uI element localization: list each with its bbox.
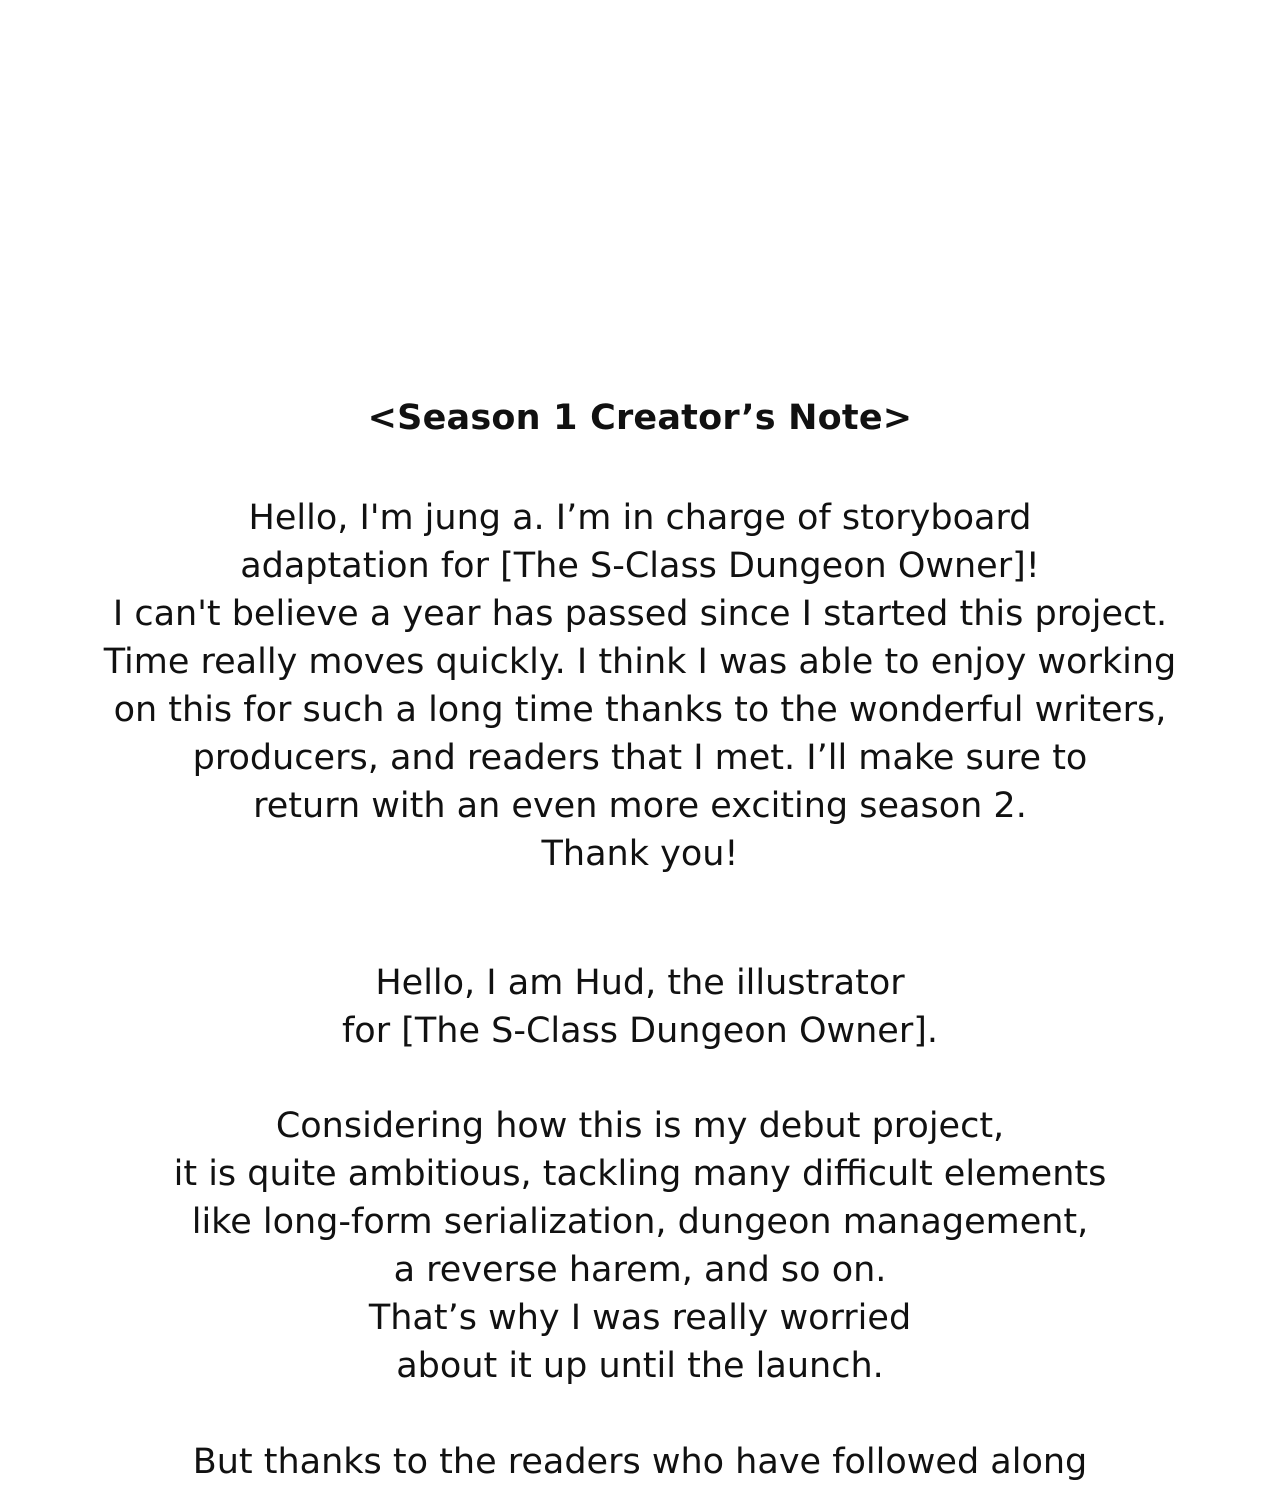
note-line: Hello, I am Hud, the illustrator (375, 963, 905, 1003)
note-line: adaptation for [The S-Class Dungeon Owner]! (240, 546, 1040, 586)
note-line: Time really moves quickly. I think I was able to enjoy working (103, 642, 1177, 682)
note-line: about it up until the launch. (396, 1346, 884, 1386)
note-line: a reverse harem, and so on. (393, 1250, 887, 1290)
illustrator-intro (0, 959, 1280, 1055)
note-line: Hello, I'm jung a. I’m in charge of storyboard (248, 498, 1032, 538)
cut-off-line (0, 1486, 1280, 1500)
note-line: return with an even more exciting season 2. (253, 786, 1027, 826)
note-line: like long-form serialization, dungeon management, (191, 1202, 1089, 1242)
note-line: But thanks to the readers who have followed along (192, 1442, 1088, 1482)
illustrator-note (0, 1102, 1280, 1390)
note-line: producers, and readers that I met. I’ll make sure to (192, 738, 1088, 778)
note-line: Considering how this is my debut project, (275, 1106, 1005, 1146)
storyboard-artist-note (0, 494, 1280, 878)
note-line: I can't believe a year has passed since I started this project. (112, 594, 1168, 634)
note-line: Thank you! (541, 834, 739, 874)
note-line: for [The S-Class Dungeon Owner]. (341, 1011, 939, 1051)
note-line: That’s why I was really worried (368, 1298, 912, 1338)
illustrator-thanks (0, 1438, 1280, 1486)
note-line: it is quite ambitious, tackling many difficult elements (173, 1154, 1107, 1194)
note-title: <Season 1 Creator’s Note> (367, 398, 913, 438)
note-line: on this for such a long time thanks to the wonderful writers, (113, 690, 1167, 730)
